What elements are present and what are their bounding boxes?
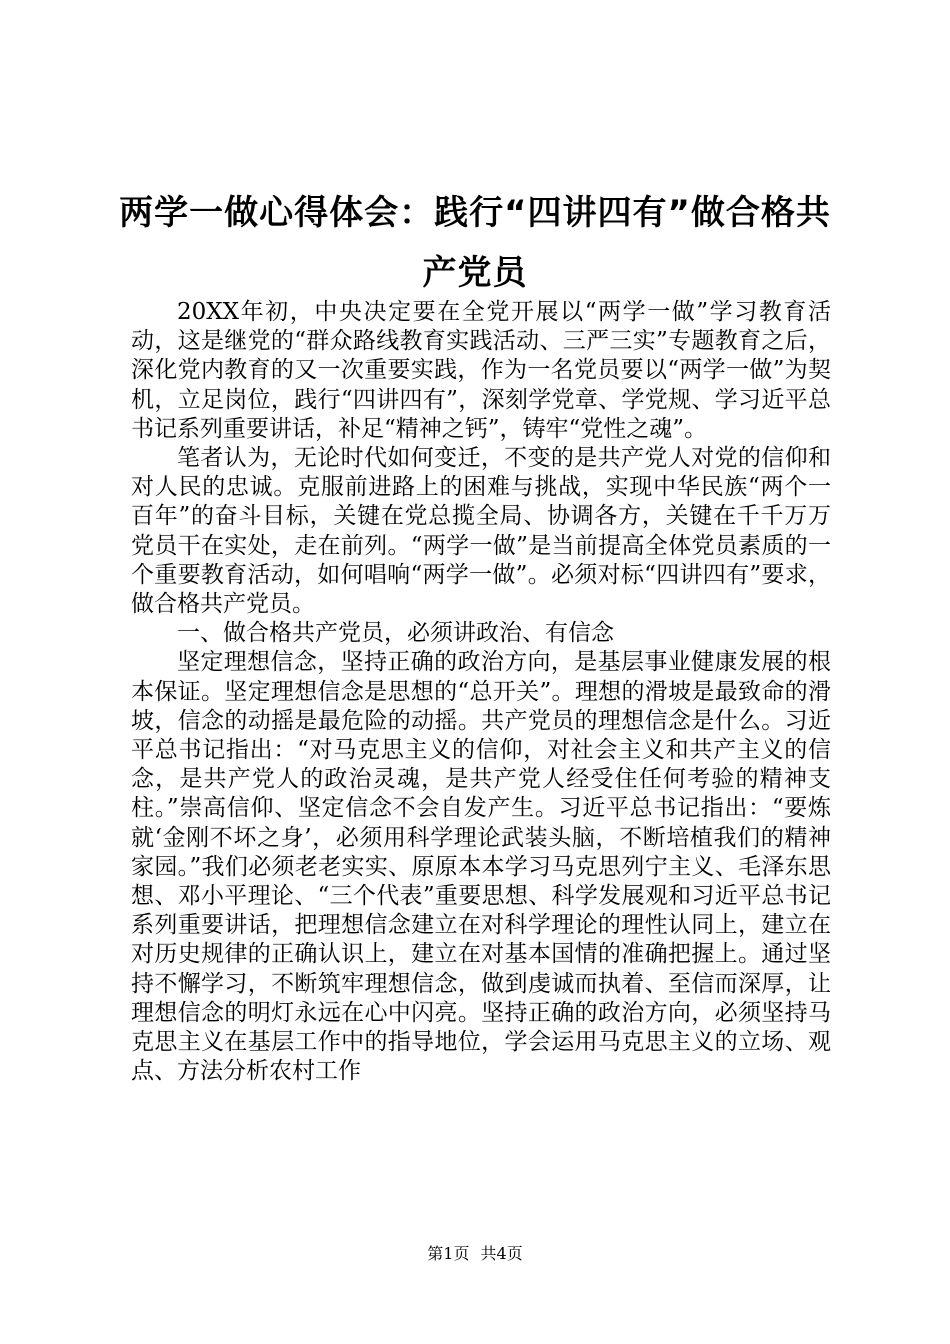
paragraph-opinion: 笔者认为，无论时代如何变迁，不变的是共产党人对党的信仰和对人民的忠诚。克服前进路上的困难与挑战，实现中华民族“两个一百年”的奋斗目标，关键在党总揽全局、协调各方，关键在千千万万党员干在实处，走在前列。“两学一做”是当前提高全体党员素质的一个重要教育活动，如何唱响“两学一做”。必须对标“四讲四有”要求，做合格共产党员。 — [131, 445, 831, 618]
document-body — [131, 298, 831, 1086]
paragraph-intro: 20XX年初，中央决定要在全党开展以“两学一做”学习教育活动，这是继党的“群众路线教育实践活动、三严三实”专题教育之后，深化党内教育的又一次重要实践，作为一名党员要以“两学一做”为契机，立足岗位，践行“四讲四有”，深刻学党章、学党规、学习近平总书记系列重要讲话，补足“精神之钙”，铸牢“党性之魂”。 — [131, 299, 831, 442]
page-number-total: 共4页 — [480, 1244, 523, 1263]
page-footer — [0, 1244, 950, 1264]
paragraph-section-1: 坚定理想信念，坚持正确的政治方向，是基层事业健康发展的根本保证。坚定理想信念是思想的“总开关”。理想的滑坡是最致命的滑坡，信念的动摇是最危险的动摇。共产党员的理想信念是什么。习近平总书记指出：“对马克思主义的信仰，对社会主义和共产主义的信念，是共产党人的政治灵魂，是共产党人经受住任何考验的精神支柱。”崇高信仰、坚定信念不会自发产生。习近平总书记指出：“要炼就‘金刚不坏之身’，必须用科学理论武装头脑，不断培植我们的精神家园。”我们必须老老实实、原原本本学习马克思列宁主义、毛泽东思想、邓小平理论、“三个代表”重要思想、科学发展观和习近平总书记系列重要讲话，把理想信念建立在对科学理论的理性认同上，建立在对历史规律的正确认识上，建立在对基本国情的准确把握上。通过坚持不懈学习，不断筑牢理想信念，做到虔诚而执着、至信而深厚，让理想信念的明灯永远在心中闪亮。坚持正确的政治方向，必须坚持马克思主义在基层工作中的指导地位，学会运用马克思主义的立场、观点、方法分析农村工作 — [131, 649, 831, 1085]
page-number-current: 第1页 — [427, 1244, 470, 1263]
section-heading-1: 一、做合格共产党员，必须讲政治、有信念 — [177, 620, 614, 647]
document-title: 两学一做心得体会：践行“四讲四有”做合格共产党员 — [119, 193, 831, 293]
